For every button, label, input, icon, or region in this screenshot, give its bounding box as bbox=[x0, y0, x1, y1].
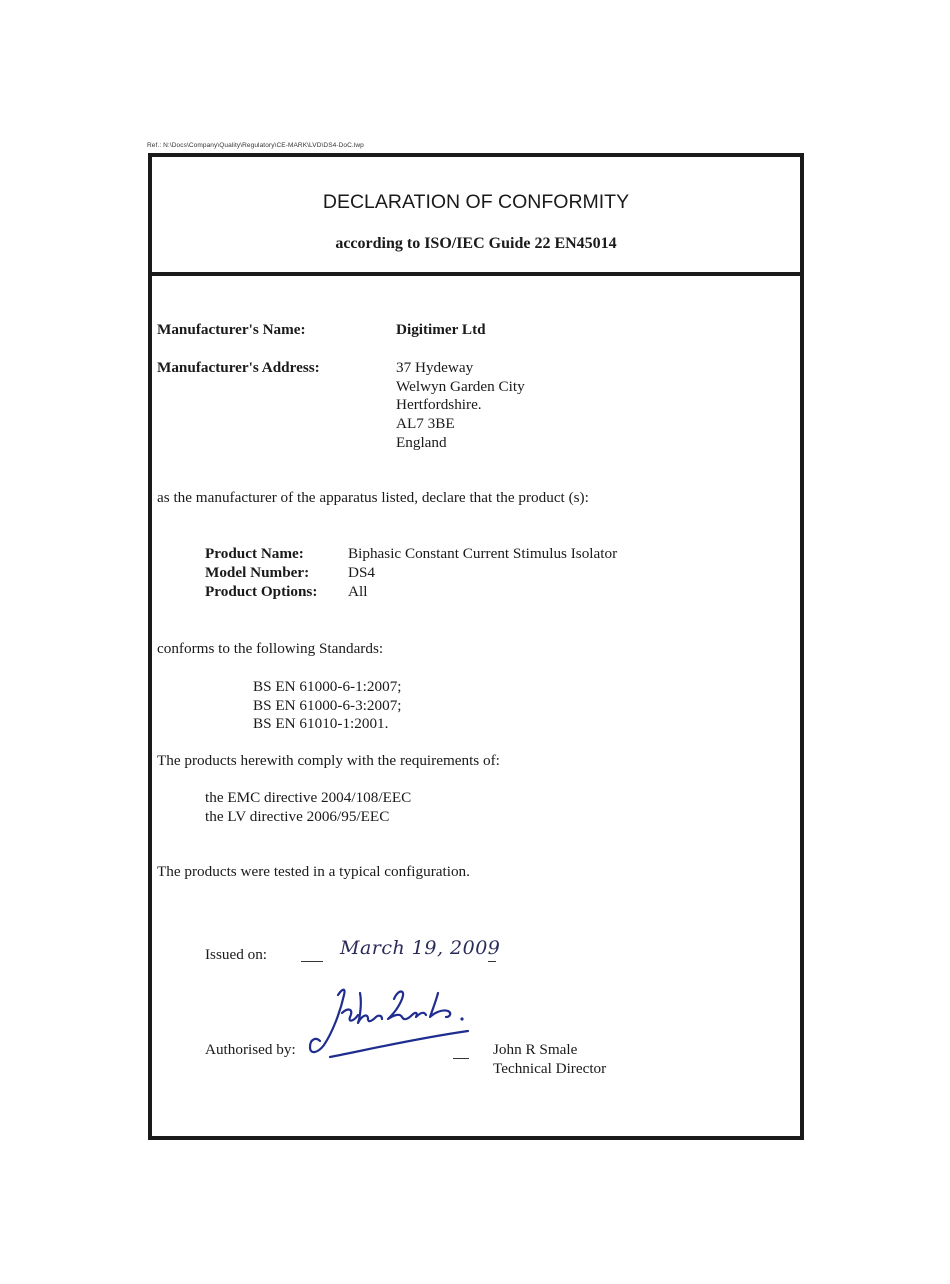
address-line: AL7 3BE bbox=[396, 415, 455, 433]
declaration-frame bbox=[148, 153, 804, 1140]
signatory-title: Technical Director bbox=[493, 1060, 607, 1077]
handwritten-signature bbox=[302, 979, 472, 1061]
document-title: DECLARATION OF CONFORMITY bbox=[322, 191, 630, 213]
manufacturer-address bbox=[396, 359, 525, 453]
requirements-intro: The products herewith comply with the requirements of: bbox=[157, 752, 500, 769]
standard-item: BS EN 61010-1:2001. bbox=[253, 715, 389, 732]
declaration-header bbox=[152, 157, 800, 276]
model-number-label: Model Number: bbox=[205, 564, 310, 581]
model-number-value: DS4 bbox=[348, 564, 376, 581]
product-options-label: Product Options: bbox=[205, 583, 318, 600]
address-line: Welwyn Garden City bbox=[396, 377, 525, 395]
product-name-value: Biphasic Constant Current Stimulus Isolator bbox=[348, 545, 618, 562]
directive-item: the LV directive 2006/95/EEC bbox=[205, 807, 390, 825]
address-line: 37 Hydeway bbox=[396, 359, 474, 376]
standard-item: BS EN 61000-6-1:2007; bbox=[253, 678, 402, 695]
issued-date: March 19, 2009 bbox=[340, 937, 501, 959]
issued-on-label: Issued on: bbox=[205, 946, 268, 963]
signatory-name: John R Smale bbox=[493, 1041, 578, 1058]
standards-list bbox=[253, 678, 402, 734]
standards-intro: conforms to the following Standards: bbox=[157, 640, 384, 657]
document-subtitle: according to ISO/IEC Guide 22 EN45014 bbox=[335, 235, 617, 252]
directives-list bbox=[205, 789, 411, 826]
address-line: England bbox=[396, 433, 447, 451]
product-name-label: Product Name: bbox=[205, 545, 304, 562]
standard-item: BS EN 61000-6-3:2007; bbox=[253, 696, 402, 714]
reference-path: Ref.: N:\Docs\Company\Quality\Regulatory\CE-MARK\LVD\DS4-DoC.lwp bbox=[147, 142, 364, 149]
manufacturer-address-label: Manufacturer's Address: bbox=[157, 359, 320, 376]
date-underline bbox=[488, 961, 496, 962]
product-options-value: All bbox=[348, 583, 368, 600]
signature-underline bbox=[453, 1058, 469, 1059]
authorised-by-label: Authorised by: bbox=[205, 1041, 296, 1058]
manufacturer-name-value: Digitimer Ltd bbox=[396, 321, 486, 338]
date-underline bbox=[301, 961, 323, 962]
manufacturer-name-label: Manufacturer's Name: bbox=[157, 321, 306, 338]
tested-statement: The products were tested in a typical configuration. bbox=[157, 863, 470, 880]
declaration-statement: as the manufacturer of the apparatus listed, declare that the product (s): bbox=[157, 489, 589, 506]
address-line: Hertfordshire. bbox=[396, 396, 482, 414]
directive-item: the EMC directive 2004/108/EEC bbox=[205, 789, 412, 806]
